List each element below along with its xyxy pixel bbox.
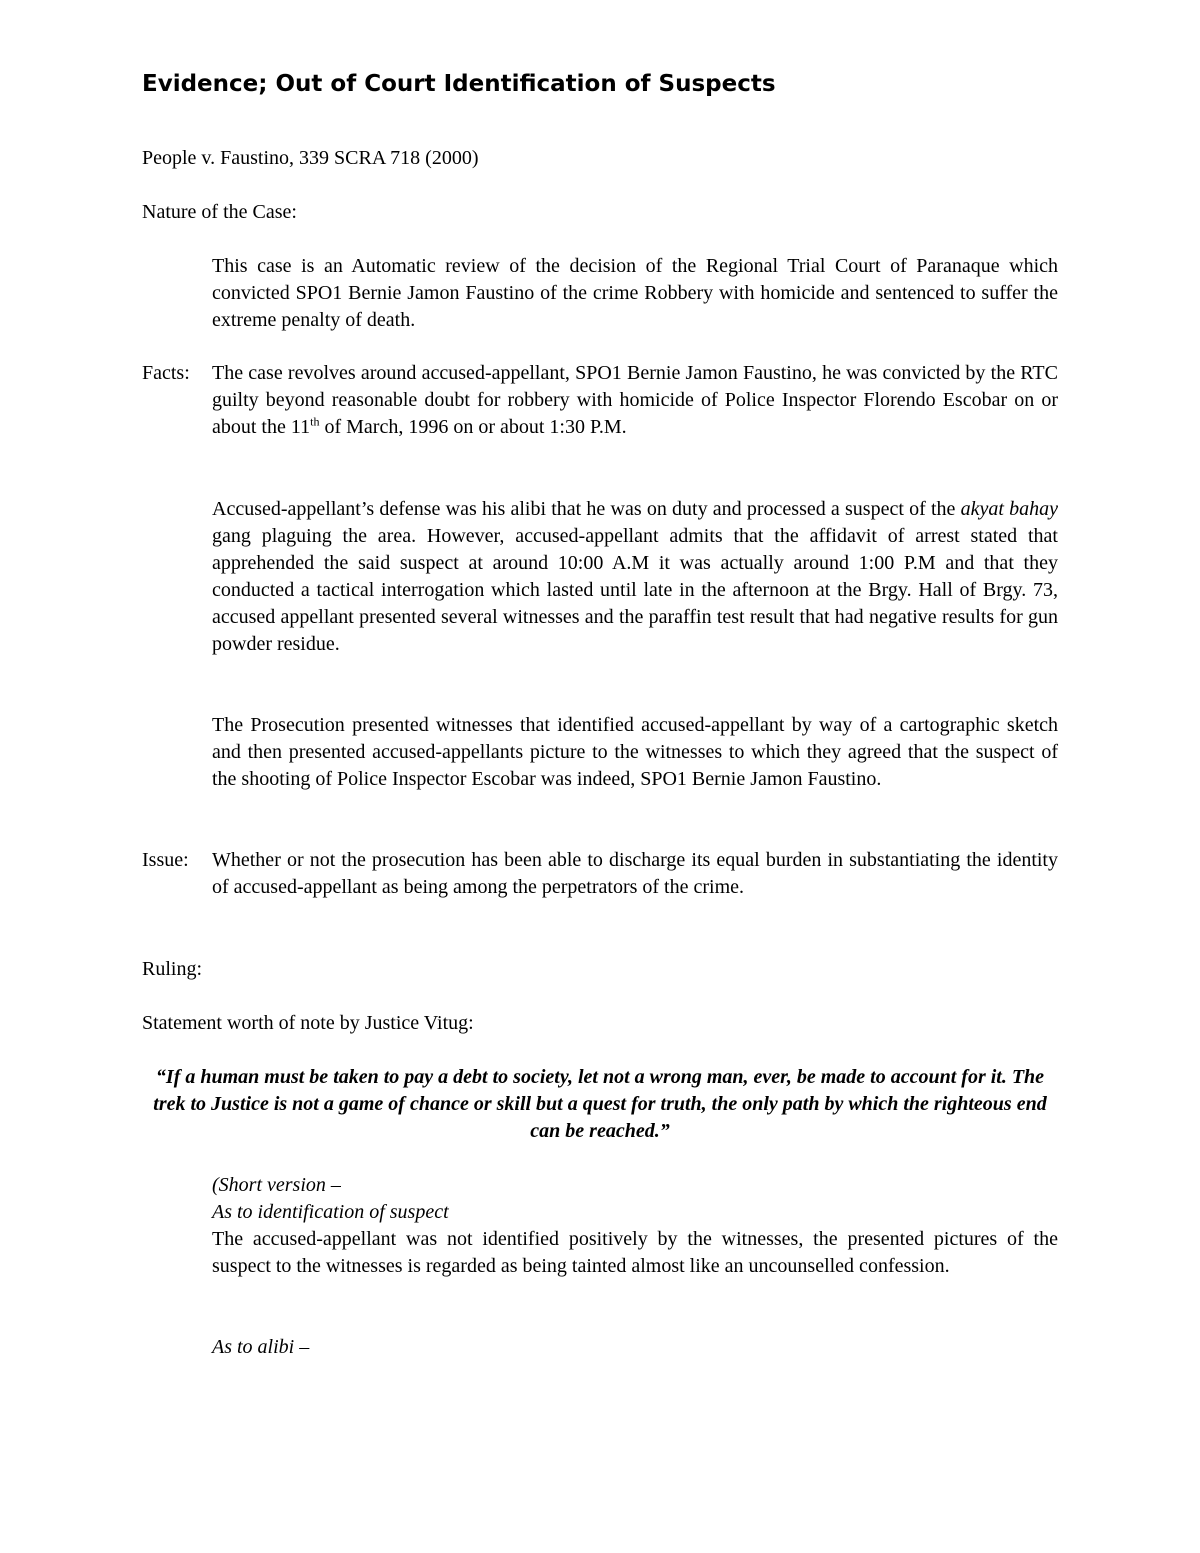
short-version-text: (Short version – [212, 1174, 341, 1196]
nature-paragraph: This case is an Automatic review of the decision of the Regional Trial Court of Paranaque which convicted SPO1 Bernie Jamon Faustino of the crime Robbery with homicide and sentenced to suffer the extreme penalty of death. [212, 255, 1058, 331]
short-version-label [212, 1172, 1058, 1199]
document-title: Evidence; Out of Court Identification of Suspects [142, 71, 776, 97]
facts-p2-text-a: Accused-appellant’s defense was his alibi that he was on duty and processed a suspect of the [212, 498, 961, 520]
case-citation: People v. Faustino, 339 SCRA 718 (2000) [142, 147, 479, 169]
ruling-heading: Ruling: [142, 958, 203, 980]
facts-p2-italic: akyat bahay [960, 498, 1059, 520]
facts-paragraph-1 [212, 360, 1058, 441]
issue-label: Issue: [142, 849, 189, 871]
alibi-heading-text: As to alibi – [212, 1336, 310, 1358]
facts-p1-superscript: th [310, 414, 320, 429]
identification-heading-text: As to identification of suspect [212, 1201, 449, 1223]
facts-p2-text-b: gang plaguing the area. However, accused-appellant admits that the affidavit of arrest stated that apprehended the said suspect at around 10:00 A.M it was actually around 1:00 P.M and that they conducted a tactical interrogation which lasted until late in the afternoon at the Brgy. Hall of Brgy. 73, accused appellant presented several witnesses and the paraffin test result that had negative results for gun powder residue. [212, 525, 1058, 655]
identification-heading [212, 1199, 1058, 1226]
facts-paragraph-2 [212, 496, 1058, 658]
facts-label: Facts: [142, 362, 190, 384]
alibi-heading [212, 1334, 1058, 1361]
facts-paragraph-3: The Prosecution presented witnesses that identified accused-appellant by way of a cartographic sketch and then presented accused-appellants picture to the witnesses to which they agreed that the suspect of the shooting of Police Inspector Escobar was indeed, SPO1 Bernie Jamon Faustino. [212, 714, 1058, 790]
vitug-quote: “If a human must be taken to pay a debt to society, let not a wrong man, ever, be made to account for it. The trek to Justice is not a game of chance or skill but a quest for truth, the only path by which the righteous end can be reached.” [153, 1066, 1047, 1142]
statement-heading: Statement worth of note by Justice Vitug: [142, 1012, 474, 1034]
identification-paragraph: The accused-appellant was not identified positively by the witnesses, the presented pictures of the suspect to the witnesses is regarded as being tainted almost like an uncounselled confession. [212, 1228, 1058, 1277]
issue-paragraph: Whether or not the prosecution has been able to discharge its equal burden in substantiating the identity of accused-appellant as being among the perpetrators of the crime. [212, 849, 1058, 898]
nature-heading: Nature of the Case: [142, 201, 297, 223]
facts-p1-text-b: of March, 1996 on or about 1:30 P.M. [319, 416, 627, 438]
facts-p1-text-a: The case revolves around accused-appellant, SPO1 Bernie Jamon Faustino, he was convicted by the RTC guilty beyond reasonable doubt for robbery with homicide of Police Inspector Florendo Escobar on or about the 11 [212, 362, 1058, 438]
